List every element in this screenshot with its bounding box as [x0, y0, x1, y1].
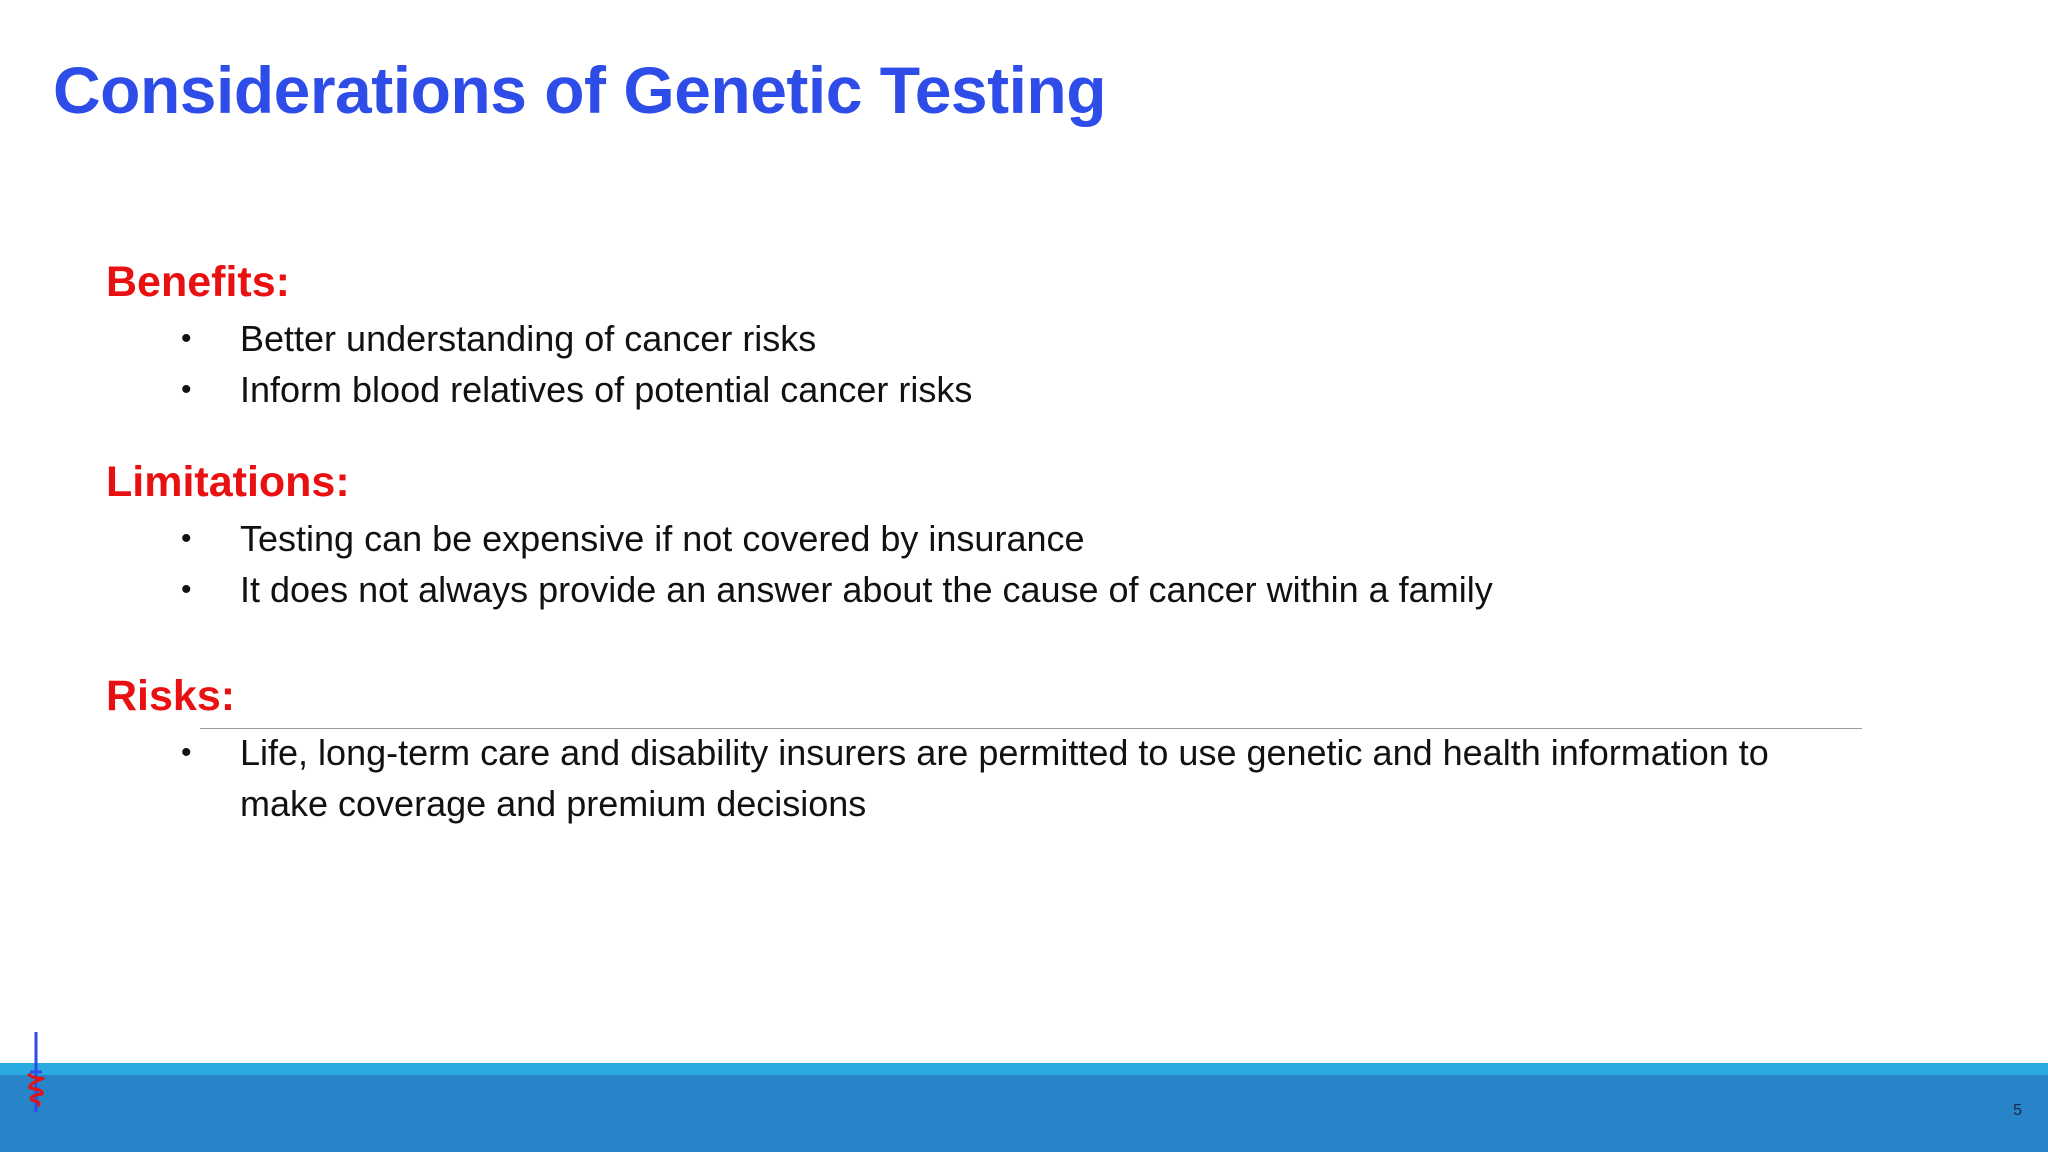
- dna-sword-logo-icon: [20, 1030, 52, 1115]
- bullet-icon: •: [181, 522, 192, 555]
- bullet-icon: •: [181, 573, 192, 606]
- benefits-heading: Benefits:: [106, 258, 290, 306]
- bullet-text-continued: make coverage and premium decisions: [240, 783, 867, 824]
- bullet-icon: •: [181, 736, 192, 769]
- bullet-text: Better understanding of cancer risks: [240, 318, 817, 359]
- bullet-text: Inform blood relatives of potential cancer risks: [240, 369, 973, 410]
- footer-bar: [0, 1075, 2048, 1152]
- slide-title: Considerations of Genetic Testing: [53, 53, 1107, 127]
- limitations-heading: Limitations:: [106, 458, 350, 506]
- page-number: 5: [2013, 1102, 2022, 1119]
- risks-heading: Risks:: [106, 672, 236, 720]
- bullet-icon: •: [181, 322, 192, 355]
- footer-accent-bar: [0, 1063, 2048, 1075]
- bullet-text: Life, long-term care and disability insurers are permitted to use genetic and health information to: [240, 732, 1769, 773]
- bullet-text: Testing can be expensive if not covered by insurance: [240, 518, 1085, 559]
- bullet-text: It does not always provide an answer about the cause of cancer within a family: [240, 569, 1493, 610]
- bullet-icon: •: [181, 373, 192, 406]
